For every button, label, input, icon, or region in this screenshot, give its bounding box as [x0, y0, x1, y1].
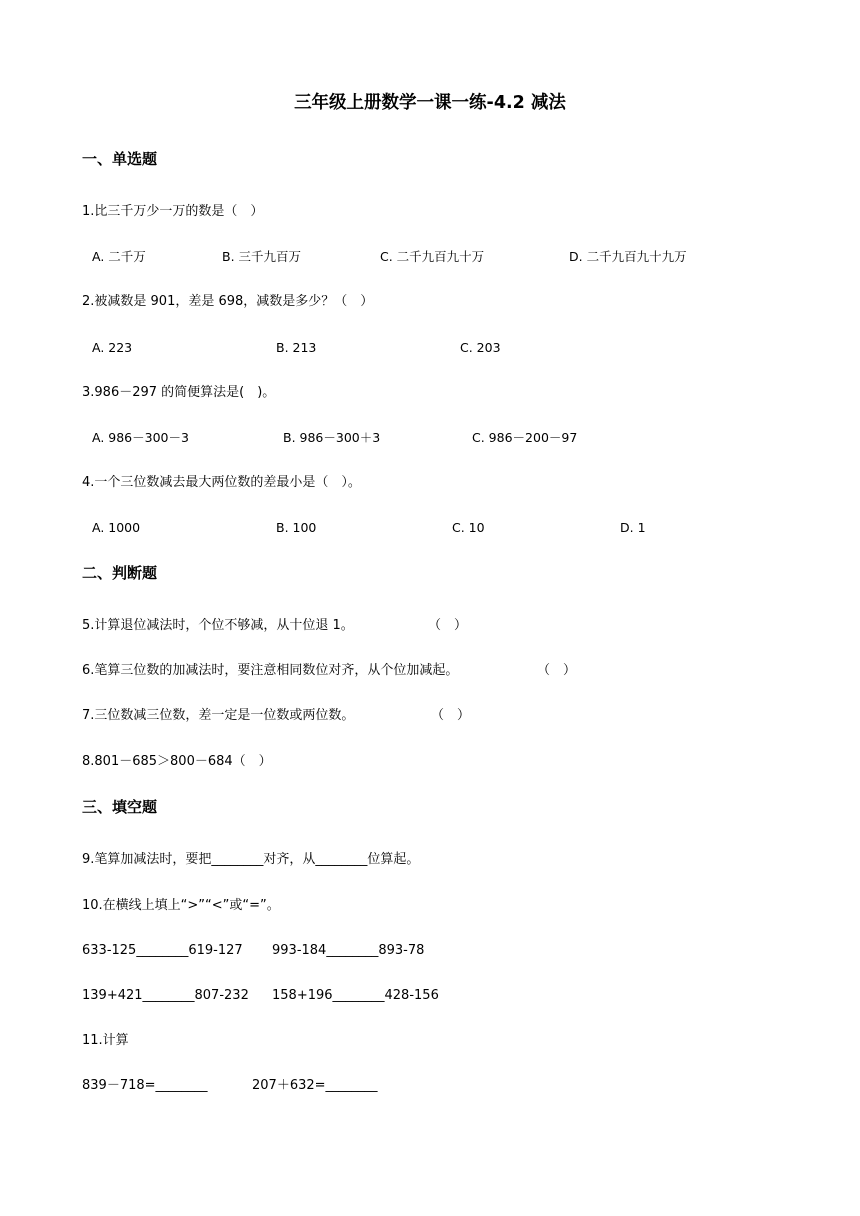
question-1-option-b: B. 三千九百万	[222, 249, 302, 264]
question-1-option-d: D. 二千九百九十九万	[569, 249, 687, 264]
document-title: 三年级上册数学一课一练-4.2 减法	[294, 93, 566, 113]
question-6: 6.笔算三位数的加减法时，要注意相同数位对齐，从个位加减起。	[82, 663, 459, 678]
question-4: 4.一个三位数减去最大两位数的差最小是（ ）。	[82, 475, 361, 490]
question-11: 11.计算	[82, 1033, 129, 1048]
question-4-option-c: C. 10	[452, 520, 485, 535]
question-3-option-b: B. 986－300＋3	[283, 430, 381, 445]
question-4-option-b: B. 100	[276, 520, 317, 535]
section-heading-fill-in: 三、填空题	[82, 798, 158, 816]
question-8: 8.801－685＞800－684（ ）	[82, 754, 272, 769]
question-1: 1.比三千万少一万的数是（ ）	[82, 204, 264, 219]
question-1-option-a: A. 二千万	[92, 249, 146, 264]
question-5: 5.计算退位减法时，个位不够减，从十位退 1。	[82, 618, 354, 633]
question-7-answer-blank: （ ）	[431, 708, 471, 723]
question-6-answer-blank: （ ）	[537, 663, 577, 678]
question-10-item-3: 139+421________807-232	[82, 988, 249, 1003]
question-4-option-a: A. 1000	[92, 520, 141, 535]
section-heading-true-false: 二、判断题	[82, 564, 158, 582]
question-2-option-c: C. 203	[460, 340, 501, 355]
question-2: 2.被减数是 901，差是 698，减数是多少？（ ）	[82, 294, 374, 309]
question-10-item-1: 633-125________619-127	[82, 943, 243, 958]
question-10-item-4: 158+196________428-156	[272, 988, 439, 1003]
question-3-option-c: C. 986－200－97	[472, 430, 578, 445]
question-10-item-2: 993-184________893-78	[272, 943, 425, 958]
question-2-option-a: A. 223	[92, 340, 133, 355]
question-5-answer-blank: （ ）	[428, 618, 468, 633]
question-11-item-2: 207＋632=________	[252, 1078, 378, 1093]
question-4-option-d: D. 1	[620, 520, 646, 535]
question-3: 3.986－297 的简便算法是( )。	[82, 385, 276, 400]
question-2-option-b: B. 213	[276, 340, 317, 355]
question-10: 10.在横线上填上“>”“<”或“=”。	[82, 898, 280, 913]
question-9: 9.笔算加减法时，要把________对齐，从________位算起。	[82, 852, 420, 867]
section-heading-single-choice: 一、单选题	[82, 150, 158, 168]
question-1-option-c: C. 二千九百九十万	[380, 249, 485, 264]
question-11-item-1: 839－718=________	[82, 1078, 208, 1093]
question-3-option-a: A. 986－300－3	[92, 430, 189, 445]
question-7: 7.三位数减三位数，差一定是一位数或两位数。	[82, 708, 355, 723]
